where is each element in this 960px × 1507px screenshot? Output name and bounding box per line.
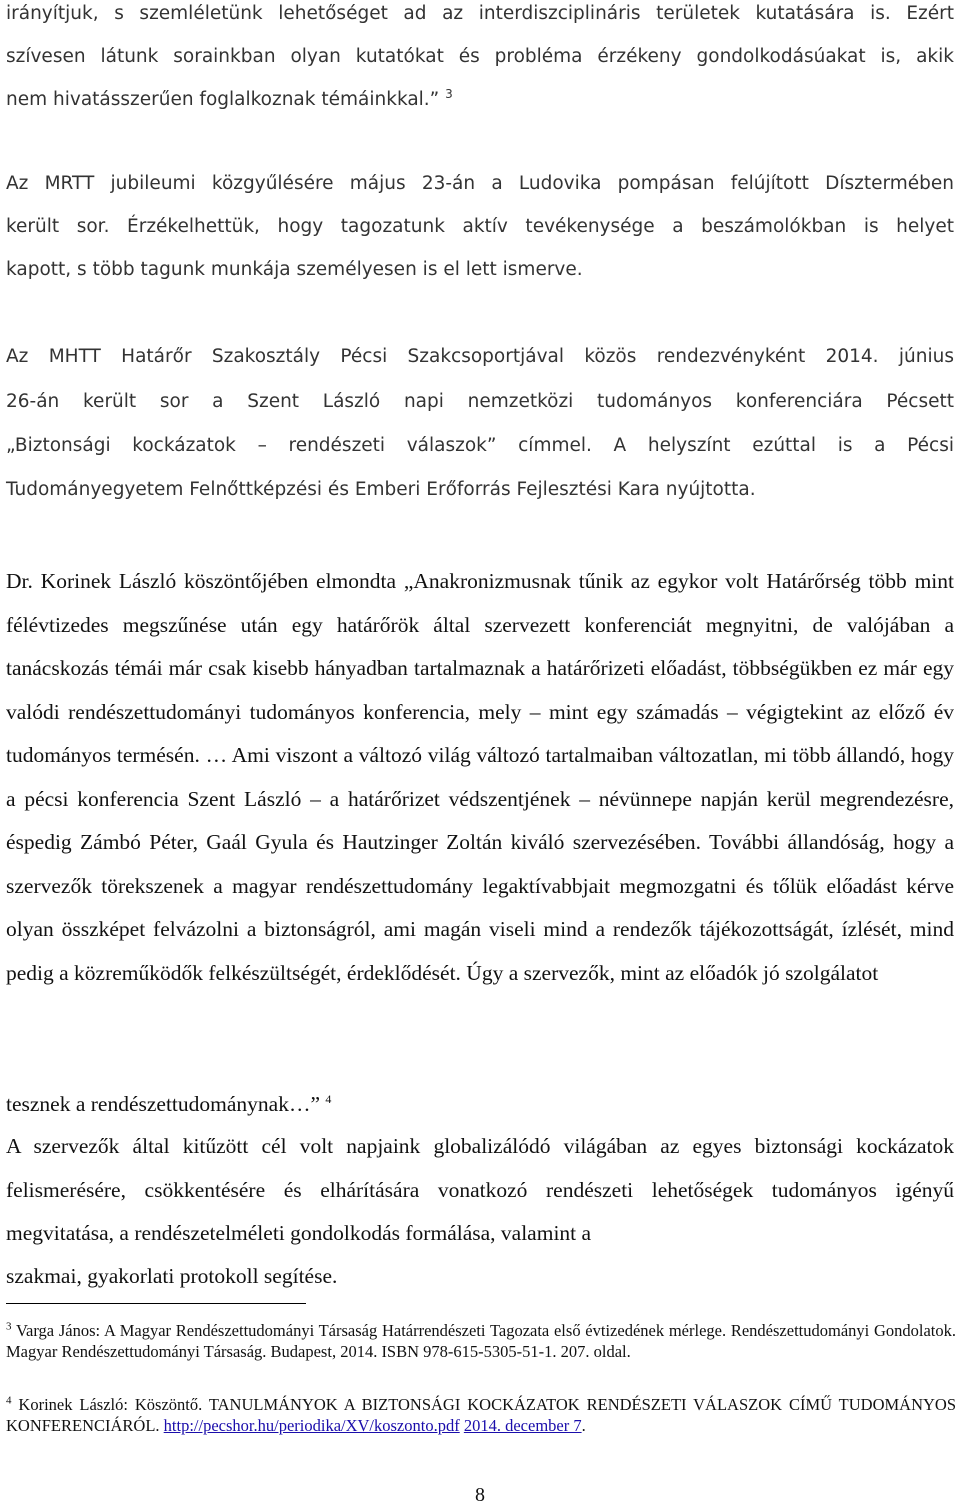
footnote-end: . (581, 1415, 586, 1435)
text-line: került sor. Érzékelhettük, hogy tagozatunk aktív tevékenysége a beszámolókban is helyet (6, 216, 954, 237)
footnote-link-date[interactable]: 2014. december 7 (463, 1415, 582, 1435)
text-line: Az MRTT jubileumi közgyűlésére május 23-án a Ludovika pompásan felújított Dísztermében (6, 173, 954, 194)
footnote-number: 3 (6, 1320, 12, 1333)
footnote-3 (6, 1321, 956, 1362)
text-line: kapott, s több tagunk munkája személyesen is el lett ismerve. (6, 259, 583, 280)
text-line: 26-án került sor a Szent László napi nemzetközi tudományos konferenciára Pécsett (6, 391, 954, 412)
text-line (6, 78, 954, 121)
text-span: nem hivatásszerűen foglalkoznak témáinkkal.” (6, 89, 440, 110)
text-line: „Biztonsági kockázatok – rendészeti válaszok” címmel. A helyszínt ezúttal is a Pécsi (6, 435, 954, 456)
text-line: Az MHTT Határőr Szakosztály Pécsi Szakcsoportjával közös rendezvényként 2014. június (6, 346, 954, 367)
text-line: irányítjuk, s szemléletünk lehetőséget ad az interdiszciplináris területek kutatására is. Ezért (6, 3, 954, 24)
footnote-ref-4[interactable]: 4 (325, 1091, 332, 1106)
text-line: Tudományegyetem Felnőttképzési és Emberi Erőforrás Fejlesztési Kara nyújtotta. (6, 479, 756, 500)
text-block: A szervezők által kitűzött cél volt napjaink globalizálódó világában az egyes biztonsági kockázatok felismerésére, csökkentésére és elhárítására vonatkozó rendészeti lehetőségek tudományos igényű megvitatása, a rendészetelméleti gondolkodás formálása, valamint a (6, 1134, 954, 1245)
text-line: szívesen látunk sorainkban olyan kutatókat és probléma érzékeny gondolkodásúakat is, akik (6, 46, 954, 67)
footnote-ref-3[interactable]: 3 (445, 86, 453, 101)
text-block: Dr. Korinek László köszöntőjében elmondta „Anakronizmusnak tűnik az egykor volt Határőrség több mint félévtizedes megszűnése után egy határőrök által szervezett konferenciát megnyitni, de valójában a tanácskozás témái már csak kisebb hányadban tartalmaznak a határőrizeti előadást, többségükben ez már egy valódi rendészettudományi tudományos konferencia, mely – mint egy számadás – végigtekint az előző év tudományos termésén. … Ami viszont a változó világ változó tartalmaiban változatlan, mi több állandó, hogy a pécsi konferencia Szent László – a határőrizet védszentjének – névünnepe napján kerül megrendezésre, éspedig Zámbó Péter, Gaál Gyula és Hautzinger Zoltán kiváló szervezésében. További állandóság, hogy a szervezők törekszenek a magyar rendészettudomány legaktívabbjait megmozgatni és tőlük előadást kérve olyan összképet felvázolni a biztonságról, ami magán viseli mind a rendezők tájékozottságát, ízlését, mind pedig a közreműködők felkészültségét, érdeklődését. Úgy a szervezők, mint az előadók jó szolgálatot (6, 569, 954, 985)
footnote-link[interactable]: http://pecshor.hu/periodika/XV/koszonto.pdf (163, 1415, 460, 1435)
text-line: szakmai, gyakorlati protokoll segítése. (6, 1264, 338, 1288)
page-number: 8 (475, 1484, 485, 1506)
footnote-text: Korinek László: Köszöntő. TANULMÁNYOK A BIZTONSÁGI KOCKÁZATOK RENDÉSZETI VÁLASZOK CÍMŰ TUDOMÁNYOS KONFERENCIÁRÓL. (6, 1395, 957, 1435)
text-line (6, 1083, 954, 1127)
text-span: tesznek a rendészettudománynak…” (6, 1092, 321, 1116)
footnote-number: 4 (6, 1394, 12, 1407)
footnote-4 (6, 1395, 956, 1436)
footnote-text: Varga János: A Magyar Rendészettudományi Társaság Határrendészeti Tagozata első évtizedének mérlege. Rendészettudományi Gondolatok. Magyar Rendészettudományi Társaság. Budapest, 2014. ISBN 978-615-5305-51-1. 207. oldal. (6, 1321, 957, 1361)
footnote-separator (6, 1303, 306, 1304)
